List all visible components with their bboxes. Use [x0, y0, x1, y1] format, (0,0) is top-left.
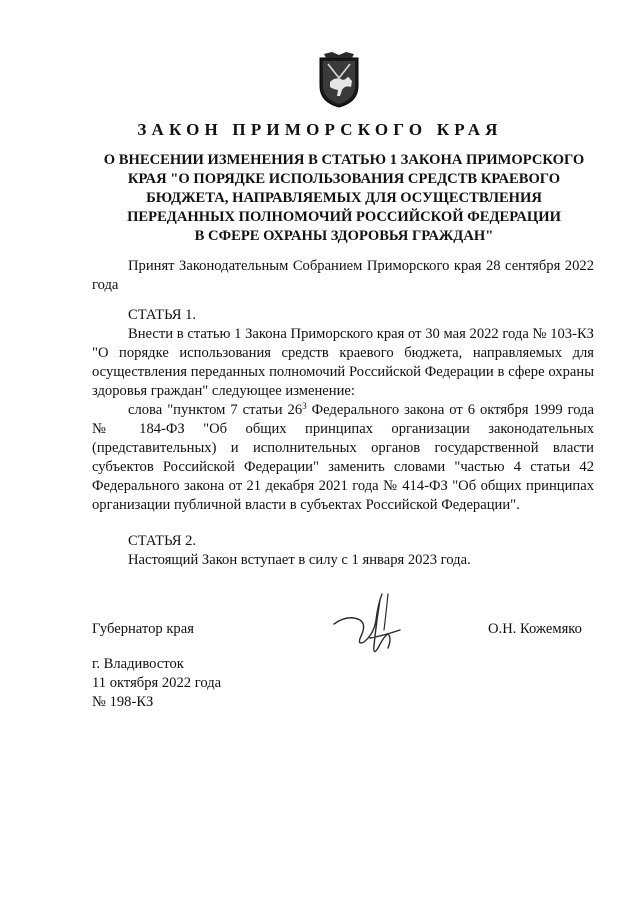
subtitle-line: КРАЯ "О ПОРЯДКЕ ИСПОЛЬЗОВАНИЯ СРЕДСТВ КРАЕВОГО	[127, 171, 561, 187]
signing-city: г. Владивосток	[92, 656, 184, 672]
signatory-position: Губернатор края	[92, 621, 194, 637]
subtitle-line: В СФЕРЕ ОХРАНЫ ЗДОРОВЬЯ ГРАЖДАН"	[194, 228, 494, 244]
adoption-note: Принят Законодательным Собранием Приморского края 28 сентября 2022 года	[92, 258, 594, 293]
law-number: № 198-КЗ	[92, 694, 154, 710]
law-title: ЗАКОН ПРИМОРСКОГО КРАЯ	[137, 120, 503, 139]
primorsky-coat-of-arms-icon	[318, 52, 360, 108]
superscript: 3	[302, 401, 307, 411]
amendment-text-start: слова "пунктом 7 статьи 26	[128, 402, 303, 418]
amendment-text-rest: Федерального закона от 6 октября 1999 года № 184-ФЗ "Об общих принципах организации законодательных (представительных) и исполнительных органов государственной власти субъектов Российской Федерации" заменить словами "частью 4 статьи 42 Федерального закона от 21 декабря 2021 года № 414-ФЗ "Об общих принципах организации публичной власти в субъектах Российской Федерации".	[92, 402, 594, 513]
article-1-paragraph-2	[92, 401, 594, 515]
subtitle-line: ПЕРЕДАННЫХ ПОЛНОМОЧИЙ РОССИЙСКОЙ ФЕДЕРАЦИИ	[127, 209, 561, 225]
subtitle-line: О ВНЕСЕНИИ ИЗМЕНЕНИЯ В СТАТЬЮ 1 ЗАКОНА ПРИМОРСКОГО	[103, 152, 585, 168]
law-subtitle	[76, 151, 612, 246]
article-2-text: Настоящий Закон вступает в силу с 1 января 2023 года.	[128, 552, 471, 568]
article-1-heading: СТАТЬЯ 1.	[128, 307, 197, 323]
article-2-heading: СТАТЬЯ 2.	[128, 533, 197, 549]
article-1-paragraph-1: Внести в статью 1 Закона Приморского края от 30 мая 2022 года № 103-КЗ "О порядке использования средств краевого бюджета, направляемых для осуществления переданных полномочий Российской Федерации в сфере охраны здоровья граждан" следующее изменение:	[92, 326, 594, 399]
signing-date: 11 октября 2022 года	[92, 675, 222, 691]
signatory-name: О.Н. Кожемяко	[488, 621, 582, 637]
subtitle-line: БЮДЖЕТА, НАПРАВЛЯЕМЫХ ДЛЯ ОСУЩЕСТВЛЕНИЯ	[146, 190, 542, 206]
handwritten-signature	[330, 590, 410, 662]
